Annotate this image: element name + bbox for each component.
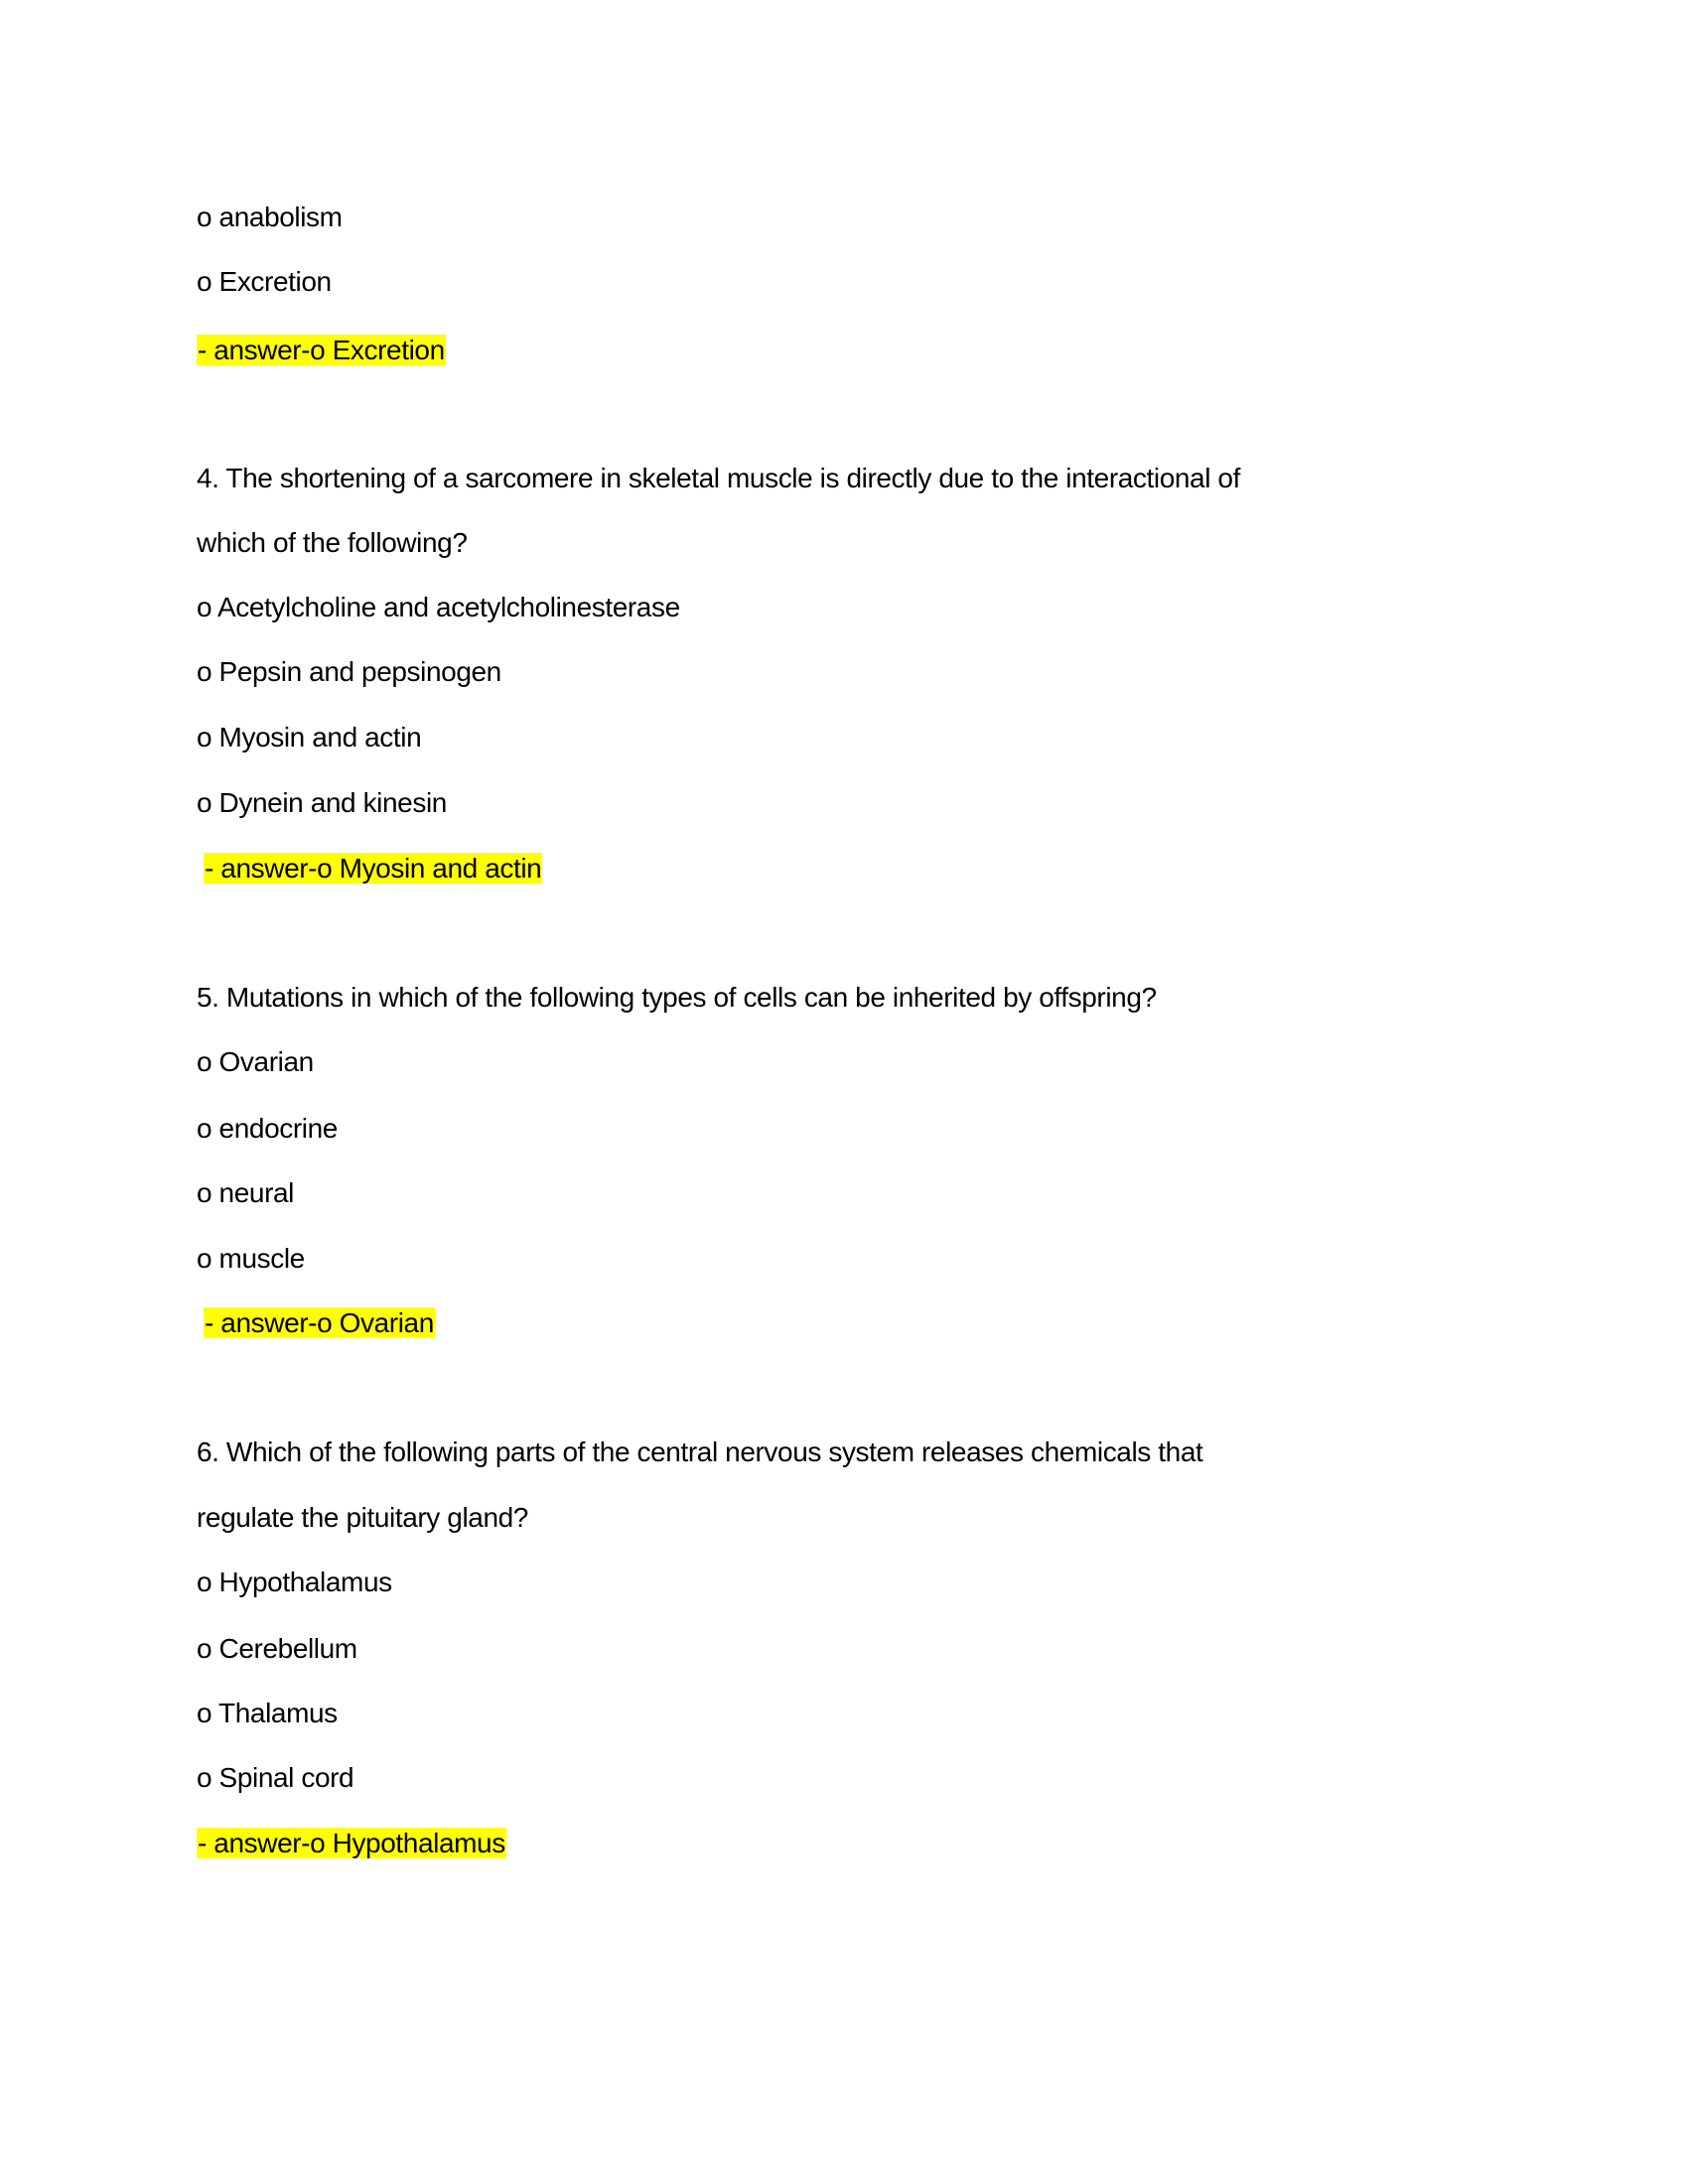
option: o Thalamus [197, 1698, 338, 1728]
option: o Dynein and kinesin [197, 787, 447, 818]
option: o Acetylcholine and acetylcholinesterase [197, 592, 680, 622]
question-4-text-cont: which of the following? [197, 527, 468, 558]
option: o Pepsin and pepsinogen [197, 656, 501, 687]
option: o muscle [197, 1243, 305, 1274]
option-excretion: o Excretion [197, 266, 332, 297]
option: o endocrine [197, 1113, 338, 1144]
answer-q5 [204, 1302, 435, 1343]
answer-highlight: - answer-o Ovarian [205, 1307, 434, 1338]
option: o Cerebellum [197, 1633, 357, 1664]
answer-highlight: - answer-o Hypothalamus [198, 1828, 505, 1858]
answer-highlight: - answer-o Excretion [198, 335, 445, 365]
question-6-text-cont: regulate the pituitary gland? [197, 1502, 528, 1533]
answer-q3 [197, 330, 446, 370]
option: o Hypothalamus [197, 1567, 392, 1597]
answer-q4 [204, 848, 542, 888]
question-6-text: 6. Which of the following parts of the central nervous system releases chemicals that [197, 1436, 1203, 1467]
question-4-text: 4. The shortening of a sarcomere in skeletal muscle is directly due to the interactional of [197, 463, 1240, 493]
option: o neural [197, 1177, 294, 1208]
option-anabolism: o anabolism [197, 202, 343, 232]
option: o Spinal cord [197, 1762, 354, 1793]
answer-highlight: - answer-o Myosin and actin [205, 853, 542, 884]
question-5-text: 5. Mutations in which of the following types of cells can be inherited by offspring? [197, 982, 1157, 1013]
option: o Ovarian [197, 1046, 314, 1077]
answer-q6 [197, 1823, 506, 1863]
option: o Myosin and actin [197, 722, 422, 752]
